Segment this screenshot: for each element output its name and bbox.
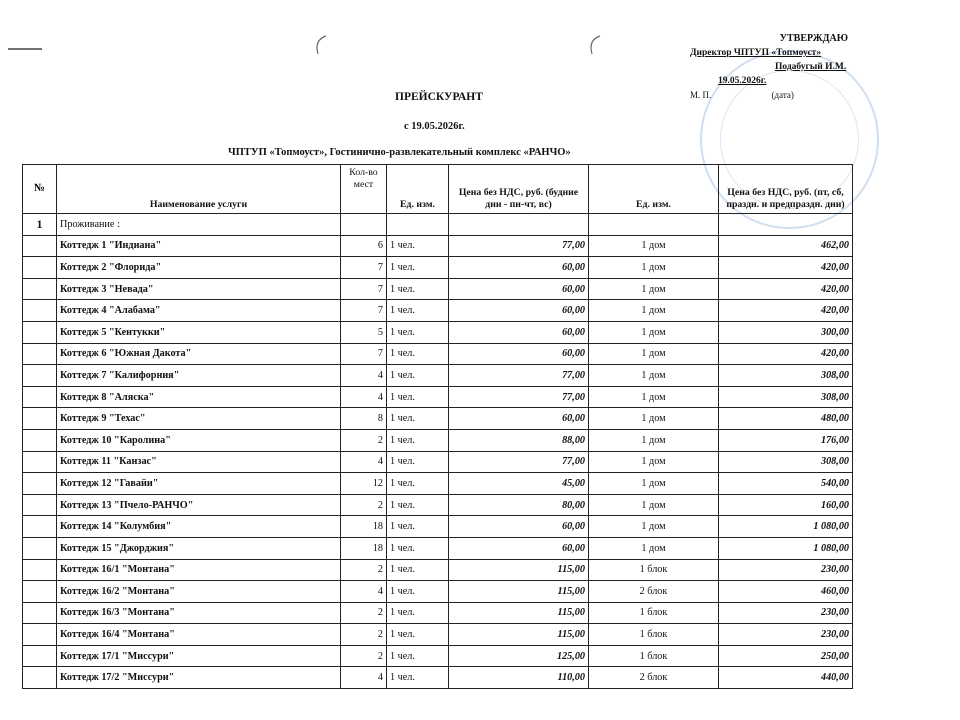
cell-name: Коттедж 7 "Калифорния"	[57, 365, 341, 387]
cell-qty: 2	[341, 494, 387, 516]
cell-unit-2: 1 блок	[589, 645, 719, 667]
cell-price-weekend: 420,00	[719, 300, 853, 322]
cell-price-weekend: 176,00	[719, 429, 853, 451]
cell-name: Коттедж 10 "Каролина"	[57, 429, 341, 451]
cell-unit-2: 1 дом	[589, 494, 719, 516]
cell-name: Коттедж 12 "Гавайи"	[57, 473, 341, 495]
table-row	[23, 429, 853, 451]
cell-name: Коттедж 2 "Флорида"	[57, 257, 341, 279]
cell-qty: 2	[341, 645, 387, 667]
cell-price-weekend: 308,00	[719, 365, 853, 387]
table-row	[23, 257, 853, 279]
cell-price-weekday: 77,00	[449, 365, 589, 387]
cell-unit: 1 чел.	[387, 645, 449, 667]
cell-qty: 2	[341, 429, 387, 451]
table-row	[23, 408, 853, 430]
document-title: ПРЕЙСКУРАНТ	[395, 91, 483, 103]
cell-unit-2: 1 блок	[589, 602, 719, 624]
cell-qty: 18	[341, 516, 387, 538]
cell-num	[23, 451, 57, 473]
cell-name: Коттедж 15 "Джорджия"	[57, 537, 341, 559]
cell-qty: 4	[341, 581, 387, 603]
approval-signer: Подабугый И.М.	[775, 62, 847, 72]
cell-unit: 1 чел.	[387, 624, 449, 646]
header-name: Наименование услуги	[57, 165, 341, 214]
cell-name: Коттедж 14 "Колумбия"	[57, 516, 341, 538]
cell-name: Коттедж 16/1 "Монтана"	[57, 559, 341, 581]
cell-unit: 1 чел.	[387, 494, 449, 516]
table-row	[23, 321, 853, 343]
cell-unit: 1 чел.	[387, 278, 449, 300]
cell-num	[23, 559, 57, 581]
cell-unit-2: 1 дом	[589, 451, 719, 473]
cell-unit: 1 чел.	[387, 559, 449, 581]
cell-unit-2: 1 дом	[589, 257, 719, 279]
table-row	[23, 451, 853, 473]
approval-block	[690, 32, 870, 102]
approval-position: Директор ЧПТУП «Топмоуст»	[690, 48, 822, 58]
cell-unit-2: 1 дом	[589, 343, 719, 365]
table-row	[23, 667, 853, 689]
cell-name: Коттедж 9 "Техас"	[57, 408, 341, 430]
cell-price-weekday: 88,00	[449, 429, 589, 451]
cell-unit: 1 чел.	[387, 516, 449, 538]
header-num: №	[23, 165, 57, 214]
cell-price-weekend: 440,00	[719, 667, 853, 689]
cell-price-weekday: 115,00	[449, 581, 589, 603]
cell-name: Коттедж 16/3 "Монтана"	[57, 602, 341, 624]
header-price-weekend: Цена без НДС, руб. (пт, сб, праздн. и предпраздн. дни)	[719, 165, 853, 214]
cell-name: Коттедж 17/2 "Миссури"	[57, 667, 341, 689]
cell-name: Коттедж 3 "Невада"	[57, 278, 341, 300]
table-row	[23, 537, 853, 559]
cell-unit-2: 1 дом	[589, 516, 719, 538]
cell-unit: 1 чел.	[387, 365, 449, 387]
cell-price-weekday: 125,00	[449, 645, 589, 667]
cell-unit: 1 чел.	[387, 537, 449, 559]
header-unit: Ед. изм.	[387, 165, 449, 214]
cell-price-weekend: 462,00	[719, 235, 853, 257]
cell-name: Коттедж 6 "Южная Дакота"	[57, 343, 341, 365]
cell-unit-2: 1 дом	[589, 365, 719, 387]
cell-num	[23, 365, 57, 387]
cell-price-weekend: 420,00	[719, 257, 853, 279]
cell-price-weekday: 60,00	[449, 537, 589, 559]
cell-unit-2: 1 дом	[589, 473, 719, 495]
cell-num	[23, 300, 57, 322]
cell-unit: 1 чел.	[387, 451, 449, 473]
cell-unit: 1 чел.	[387, 257, 449, 279]
cell-price-weekday: 60,00	[449, 516, 589, 538]
cell-num	[23, 494, 57, 516]
approval-title: УТВЕРЖДАЮ	[779, 33, 848, 44]
cell-unit: 1 чел.	[387, 300, 449, 322]
date-caption: (дата)	[771, 90, 794, 100]
table-row	[23, 645, 853, 667]
cell-price-weekend: 308,00	[719, 451, 853, 473]
cell-num	[23, 473, 57, 495]
approval-date: 19.05.2026г.	[718, 76, 767, 86]
cell-name: Коттедж 5 "Кентукки"	[57, 321, 341, 343]
cell-unit-2: 1 дом	[589, 278, 719, 300]
cell-price-weekend: 300,00	[719, 321, 853, 343]
cell-name: Коттедж 8 "Аляска"	[57, 386, 341, 408]
cell-price-weekday: 60,00	[449, 278, 589, 300]
cell-num	[23, 537, 57, 559]
table-row	[23, 602, 853, 624]
cell-unit: 1 чел.	[387, 667, 449, 689]
cell-num	[23, 429, 57, 451]
cell-unit-2: 1 дом	[589, 235, 719, 257]
section-name: Проживание :	[57, 214, 341, 236]
cell-qty: 4	[341, 365, 387, 387]
table-row	[23, 386, 853, 408]
cell-num	[23, 602, 57, 624]
cell-name: Коттедж 16/2 "Монтана"	[57, 581, 341, 603]
cell-name: Коттедж 4 "Алабама"	[57, 300, 341, 322]
stamp-place-label: М. П.	[690, 90, 712, 100]
cell-qty: 7	[341, 257, 387, 279]
document-organization: ЧПТУП «Топмоуст», Гостинично-развлекательный комплекс «РАНЧО»	[228, 147, 571, 158]
cell-qty: 12	[341, 473, 387, 495]
cell-name: Коттедж 17/1 "Миссури"	[57, 645, 341, 667]
cell-unit-2: 1 блок	[589, 624, 719, 646]
cell-qty: 7	[341, 278, 387, 300]
cell-num	[23, 624, 57, 646]
table-row	[23, 343, 853, 365]
cell-price-weekend: 540,00	[719, 473, 853, 495]
cell-name: Коттедж 1 "Индиана"	[57, 235, 341, 257]
cell-num	[23, 645, 57, 667]
cell-unit-2: 1 дом	[589, 321, 719, 343]
cell-unit: 1 чел.	[387, 343, 449, 365]
cell-price-weekend: 420,00	[719, 343, 853, 365]
cell-qty: 7	[341, 300, 387, 322]
cell-price-weekend: 460,00	[719, 581, 853, 603]
cell-num	[23, 581, 57, 603]
table-row	[23, 278, 853, 300]
cell-price-weekend: 420,00	[719, 278, 853, 300]
table-row	[23, 365, 853, 387]
header-price-weekday: Цена без НДС, руб. (будние дни - пн-чт, вс)	[449, 165, 589, 214]
table-row	[23, 235, 853, 257]
cell-price-weekday: 115,00	[449, 602, 589, 624]
cell-price-weekend: 230,00	[719, 559, 853, 581]
cell-price-weekday: 115,00	[449, 624, 589, 646]
cell-unit-2: 1 дом	[589, 537, 719, 559]
cell-name: Коттедж 16/4 "Монтана"	[57, 624, 341, 646]
cell-price-weekend: 230,00	[719, 624, 853, 646]
price-table	[22, 164, 853, 689]
cell-qty: 5	[341, 321, 387, 343]
table-row	[23, 300, 853, 322]
cell-price-weekday: 45,00	[449, 473, 589, 495]
cell-unit-2: 2 блок	[589, 581, 719, 603]
cell-price-weekend: 230,00	[719, 602, 853, 624]
cell-qty: 4	[341, 667, 387, 689]
cell-unit: 1 чел.	[387, 473, 449, 495]
cell-unit-2: 1 блок	[589, 559, 719, 581]
cell-qty: 18	[341, 537, 387, 559]
cell-qty: 2	[341, 559, 387, 581]
cell-price-weekday: 110,00	[449, 667, 589, 689]
table-row	[23, 624, 853, 646]
cell-unit: 1 чел.	[387, 429, 449, 451]
cell-num	[23, 343, 57, 365]
cell-price-weekday: 60,00	[449, 257, 589, 279]
cell-num	[23, 257, 57, 279]
cell-price-weekday: 77,00	[449, 451, 589, 473]
cell-qty: 7	[341, 343, 387, 365]
cell-price-weekday: 60,00	[449, 321, 589, 343]
cell-price-weekday: 77,00	[449, 235, 589, 257]
table-row	[23, 559, 853, 581]
cell-qty: 2	[341, 624, 387, 646]
cell-price-weekday: 115,00	[449, 559, 589, 581]
section-number: 1	[23, 214, 57, 236]
cell-name: Коттедж 13 "Пчело-РАНЧО"	[57, 494, 341, 516]
table-row	[23, 494, 853, 516]
cell-unit: 1 чел.	[387, 235, 449, 257]
cell-qty: 4	[341, 451, 387, 473]
cell-num	[23, 667, 57, 689]
table-header-row	[23, 165, 853, 214]
cell-unit-2: 1 дом	[589, 386, 719, 408]
cell-qty: 2	[341, 602, 387, 624]
cell-price-weekend: 160,00	[719, 494, 853, 516]
cell-num	[23, 321, 57, 343]
table-row	[23, 581, 853, 603]
cell-qty: 6	[341, 235, 387, 257]
cell-num	[23, 408, 57, 430]
cell-qty: 8	[341, 408, 387, 430]
cell-price-weekend: 308,00	[719, 386, 853, 408]
header-qty: Кол-во мест	[341, 165, 387, 214]
cell-unit: 1 чел.	[387, 602, 449, 624]
document-effective-date: с 19.05.2026г.	[404, 121, 465, 132]
cell-unit: 1 чел.	[387, 408, 449, 430]
cell-price-weekday: 60,00	[449, 343, 589, 365]
cell-num	[23, 516, 57, 538]
cell-price-weekend: 480,00	[719, 408, 853, 430]
cell-price-weekday: 80,00	[449, 494, 589, 516]
table-row	[23, 473, 853, 495]
cell-unit: 1 чел.	[387, 386, 449, 408]
cell-num	[23, 386, 57, 408]
cell-unit-2: 1 дом	[589, 300, 719, 322]
cell-price-weekday: 77,00	[449, 386, 589, 408]
cell-price-weekday: 60,00	[449, 300, 589, 322]
cell-num	[23, 235, 57, 257]
section-row	[23, 214, 853, 236]
cell-unit-2: 2 блок	[589, 667, 719, 689]
cell-name: Коттедж 11 "Канзас"	[57, 451, 341, 473]
cell-num	[23, 278, 57, 300]
header-unit-2: Ед. изм.	[589, 165, 719, 214]
cell-price-weekend: 1 080,00	[719, 516, 853, 538]
cell-qty: 4	[341, 386, 387, 408]
cell-price-weekend: 250,00	[719, 645, 853, 667]
cell-unit-2: 1 дом	[589, 408, 719, 430]
cell-unit: 1 чел.	[387, 581, 449, 603]
cell-price-weekday: 60,00	[449, 408, 589, 430]
table-row	[23, 516, 853, 538]
cell-unit: 1 чел.	[387, 321, 449, 343]
cell-price-weekend: 1 080,00	[719, 537, 853, 559]
cell-unit-2: 1 дом	[589, 429, 719, 451]
